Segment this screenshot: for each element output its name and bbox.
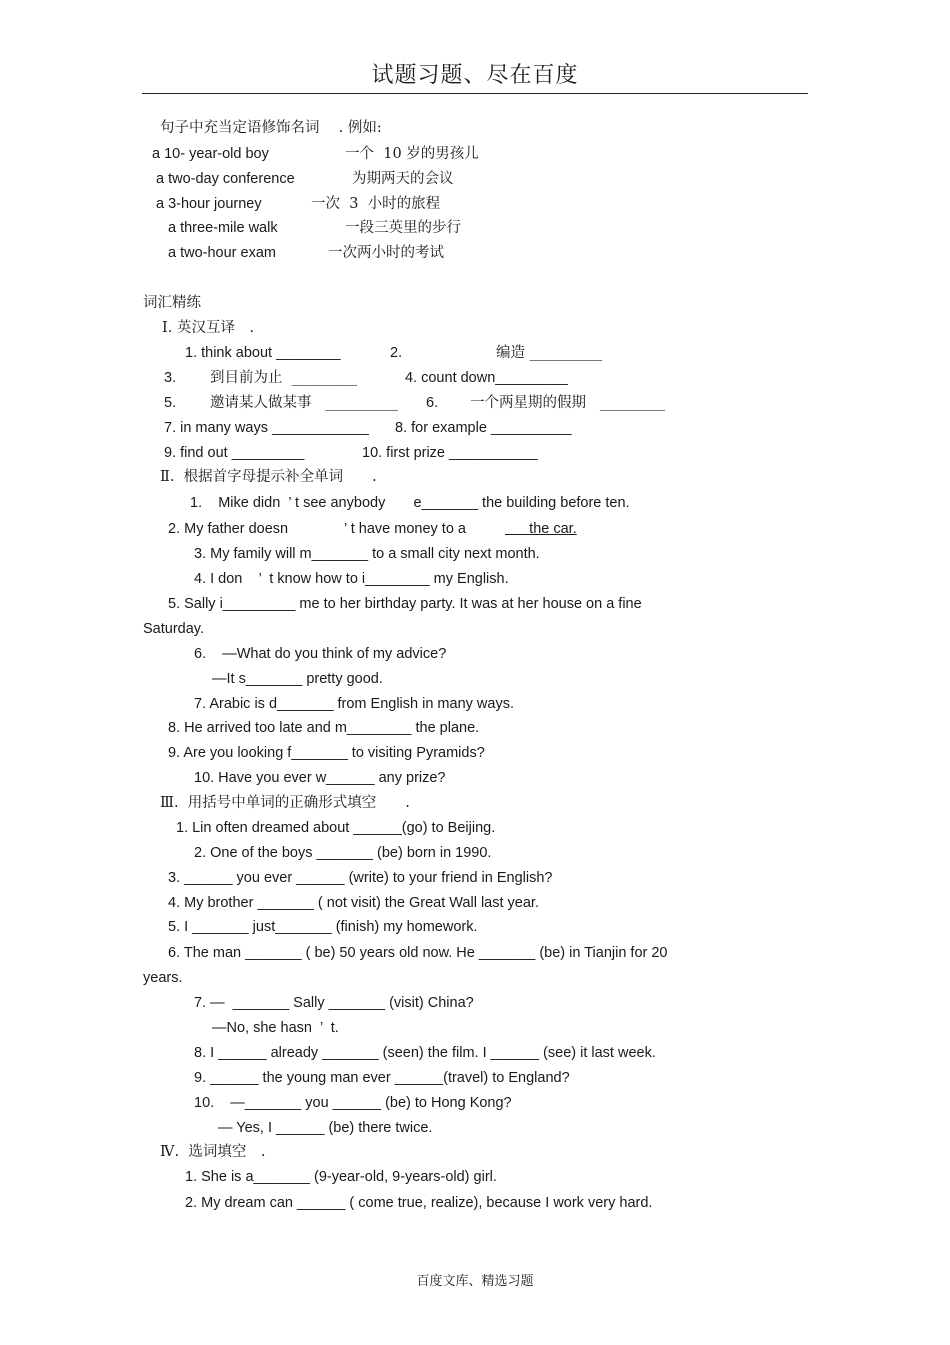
exercise-item (505, 520, 577, 538)
header-divider (142, 93, 808, 94)
exercise-item: 8. He arrived too late and m________ the plane. (168, 720, 480, 736)
exercise-item: 7. in many ways ____________ (164, 420, 369, 436)
exercise-item: 编造 __________ (496, 345, 603, 361)
exercise-item: 4. count down_________ (405, 370, 568, 386)
exercise-item: 8. for example __________ (395, 420, 572, 436)
exercise-item: 10. first prize ___________ (362, 445, 538, 461)
example-en: a two-hour exam (168, 245, 276, 261)
exercise-item-text: the car. (529, 521, 577, 537)
exercise-item: 6. ―What do you think of my advice? (194, 646, 447, 662)
exercise-item: 5. (164, 395, 177, 411)
exercise-item: 2. My dream can ______ ( come true, realize), because I work very hard. (185, 1195, 653, 1211)
exercise-item: ’ t have money to a (344, 521, 466, 537)
exercise-item: ―No, she hasn ’ t. (212, 1020, 339, 1036)
exercise-item: 3. My family will m_______ to a small city next month. (194, 546, 540, 562)
exercise-item: 4. I don ’ t know how to i________ my English. (194, 571, 509, 587)
exercise-item: 4. My brother _______ ( not visit) the Great Wall last year. (168, 895, 539, 911)
exercise-item: 2. One of the boys _______ (be) born in 1990. (194, 845, 492, 861)
exercise-item: 9. Are you looking f_______ to visiting Pyramids? (168, 745, 485, 761)
example-cn: 一次两小时的考试 (328, 245, 444, 261)
exercise-item: ― Yes, I ______ (be) there twice. (218, 1120, 433, 1136)
exercise-item: 邀请某人做某事 __________ (210, 395, 398, 411)
exercise-item: 3. ______ you ever ______ (write) to your friend in English? (168, 870, 553, 886)
exercise-item: 1. Mike didn ’ t see anybody e_______ the building before ten. (190, 495, 630, 511)
exercise-item: 3. (164, 370, 177, 386)
page-footer: 百度文库、精选习题 (416, 1274, 534, 1289)
exercise-item: 1. She is a_______ (9-year-old, 9-years-old) girl. (185, 1169, 497, 1185)
exercise-item: 5. I _______ just_______ (finish) my homework. (168, 919, 478, 935)
exercise-item: 5. Sally i_________ me to her birthday party. It was at her house on a fine (168, 596, 642, 612)
vocab-title: 词汇精练 (143, 295, 201, 311)
example-cn: 一个 10 岁的男孩儿 (345, 146, 479, 162)
section-3-title: Ⅲ. 用括号中单词的正确形式填空 . (160, 795, 410, 811)
example-cn: 一段三英里的步行 (345, 220, 461, 236)
example-cn: 为期两天的会议 (352, 171, 454, 187)
exercise-item: 2. My father doesn (168, 521, 289, 537)
exercise-item: 1. think about ________ (185, 345, 341, 361)
example-cn: 一次 3 小时的旅程 (311, 196, 441, 212)
example-en: a 3-hour journey (156, 196, 262, 212)
exercise-item: 一个两星期的假期 _________ (470, 395, 666, 411)
example-en: a three-mile walk (168, 220, 278, 236)
answer-blank (505, 521, 529, 537)
exercise-item: 到目前为止 _________ (210, 370, 357, 386)
section-2-title: Ⅱ. 根据首字母提示补全单词 . (160, 469, 377, 485)
section-1-title: Ⅰ. 英汉互译 . (162, 320, 255, 336)
exercise-item: 9. find out _________ (164, 445, 305, 461)
exercise-item: Saturday. (143, 621, 204, 637)
exercise-item: years. (143, 970, 183, 986)
exercise-item: 8. I ______ already _______ (seen) the film. I ______ (see) it last week. (194, 1045, 656, 1061)
exercise-item: 6. The man _______ ( be) 50 years old now. He _______ (be) in Tianjin for 20 (168, 945, 668, 961)
intro-heading: 句子中充当定语修饰名词 . 例如: (160, 120, 382, 136)
exercise-item: 10. ―_______ you ______ (be) to Hong Kong? (194, 1095, 512, 1111)
exercise-item: 1. Lin often dreamed about ______(go) to Beijing. (176, 820, 496, 836)
exercise-item: 9. ______ the young man ever ______(travel) to England? (194, 1070, 570, 1086)
exercise-item: 7. Arabic is d_______ from English in many ways. (194, 696, 514, 712)
exercise-item: 7. ― _______ Sally _______ (visit) China? (194, 995, 474, 1011)
example-en: a 10- year-old boy (152, 146, 269, 162)
example-en: a two-day conference (156, 171, 295, 187)
exercise-item: 10. Have you ever w______ any prize? (194, 770, 446, 786)
section-4-title: Ⅳ. 选词填空 . (160, 1144, 266, 1160)
exercise-item: 2. (390, 345, 403, 361)
exercise-item: 6. (426, 395, 439, 411)
exercise-item: ―It s_______ pretty good. (212, 671, 383, 687)
page-header-title: 试题习题、尽在百度 (371, 63, 579, 88)
